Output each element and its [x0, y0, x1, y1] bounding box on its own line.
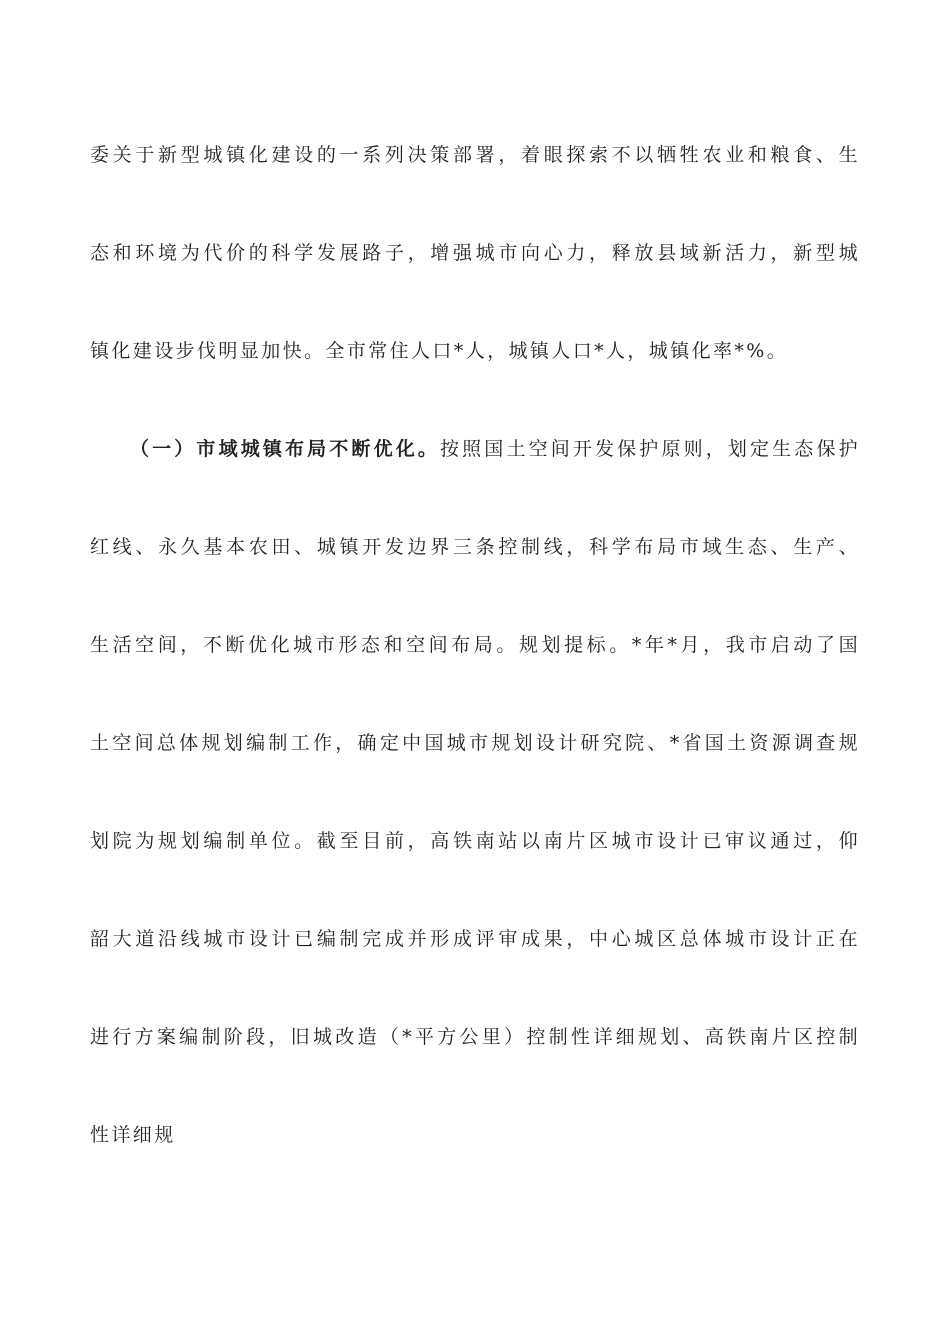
paragraph-1-line-2: 态和环境为代价的科学发展路子，增强城市向心力，释放县域新活力，新型城	[90, 242, 860, 264]
paragraph-1-line-1: 委关于新型城镇化建设的一系列决策部署，着眼探索不以牺牲农业和粮食、生	[90, 144, 860, 166]
paragraph-2-line-1	[130, 437, 860, 461]
paragraph-2-line-4: 土空间总体规划编制工作，确定中国城市规划设计研究院、*省国土资源调查规	[90, 732, 860, 754]
paragraph-2-line-7: 进行方案编制阶段，旧城改造（*平方公里）控制性详细规划、高铁南片区控制	[90, 1026, 860, 1048]
paragraph-2-line-3: 生活空间，不断优化城市形态和空间布局。规划提标。*年*月，我市启动了国	[90, 634, 860, 656]
paragraph-2-first-line-text: 按照国土空间开发保护原则，划定生态保护	[440, 438, 860, 460]
paragraph-2-line-8: 性详细规	[90, 1124, 176, 1146]
paragraph-2-line-2: 红线、永久基本农田、城镇开发边界三条控制线，科学布局市域生态、生产、	[90, 536, 860, 558]
paragraph-2-line-5: 划院为规划编制单位。截至目前，高铁南站以南片区城市设计已审议通过，仰	[90, 830, 860, 852]
section-heading: （一）市域城镇布局不断优化。	[130, 438, 441, 460]
paragraph-2-line-6: 韶大道沿线城市设计已编制完成并形成评审成果，中心城区总体城市设计正在	[90, 928, 860, 950]
paragraph-1-line-3: 镇化建设步伐明显加快。全市常住人口*人，城镇人口*人，城镇化率*%。	[90, 340, 789, 362]
